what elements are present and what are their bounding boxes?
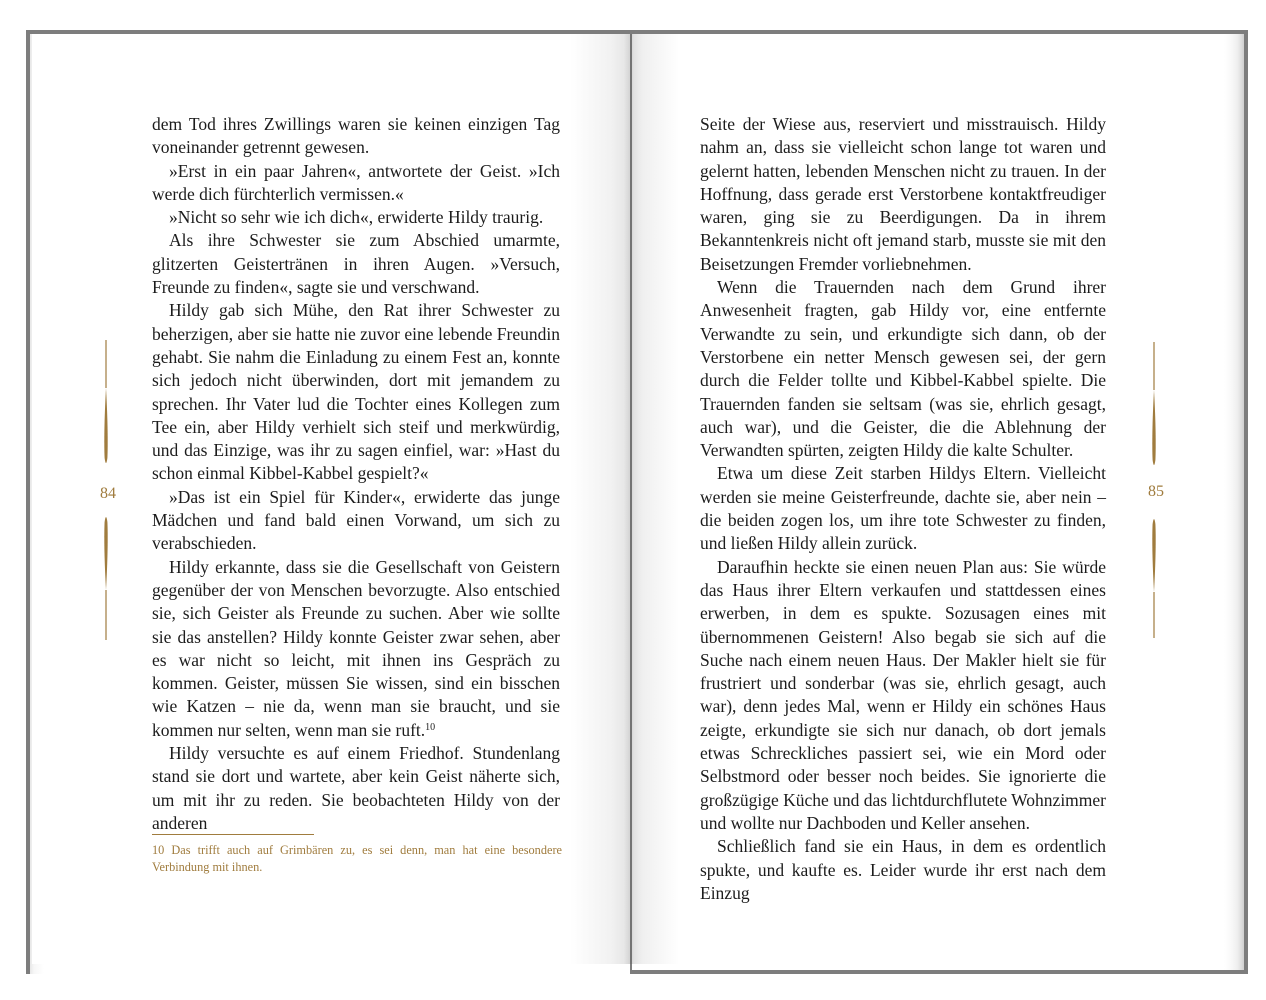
paragraph: »Erst in ein paar Jahren«, antwortete der Geist. »Ich werde dich fürchterlich vermissen.« (152, 160, 560, 204)
paragraph: Schließlich fand sie ein Haus, in dem es ordentlich spukte, und kaufte es. Leider wurde ihr erst nach dem Einzug (700, 836, 1106, 903)
ornament-drop (104, 517, 107, 590)
paragraph: Hildy gab sich Mühe, den Rat ihrer Schwester zu beherzigen, aber sie hatte nie zuvor eine lebende Freundin gehabt. Sie nahm die Einladung zu einem Fest an, konnte sich jedoch nicht überwinden, dort mit jemandem zu sprechen. Ihr Vater lud die Tochter eines Kollegen zum Tee ein, aber Hildy verhielt sich steif und merkwürdig, und das Einzige, was ihr zu sagen einfiel, war: »Hast du schon einmal Kibbel-Kabbel gespielt?« (152, 300, 560, 484)
paragraph: Seite der Wiese aus, reserviert und misstrauisch. Hildy nahm an, dass sie vielleicht schon lange tot waren und gelernt hatten, lebenden Menschen nicht zu trauen. In der Hoffnung, dass gerade erst Verstorbene kontaktfreudiger waren, ging sie zu Beerdigungen. Da in ihrem Bekanntenkreis nicht oft jemand starb, musste sie mit den Beisetzungen Fremder vorliebnehmen. (700, 114, 1106, 274)
footnote-reference[interactable]: 10 (425, 721, 436, 733)
book-gutter (624, 34, 640, 964)
paragraph: Hildy versuchte es auf einem Friedhof. Stundenlang stand sie dort und wartete, aber kein Geist näherte sich, um mit ihr zu reden. Sie beobachteten Hildy von der anderen (152, 743, 560, 833)
right-page-body (700, 113, 1106, 905)
page-number-left: 84 (100, 485, 116, 502)
paragraph: Als ihre Schwester sie zum Abschied umarmte, glitzerten Geistertränen in ihren Augen. »Versuch, Freunde zu finden«, sagte sie und verschwand. (152, 230, 560, 298)
paragraph: Etwa um diese Zeit starben Hildys Eltern. Vielleicht werden sie meine Geisterfreunde, dachte sie, aber nein – die beiden zogen los, um ihre tote Schwester zu finden, und ließen Hildy allein zurück. (700, 463, 1106, 554)
paragraph: Wenn die Trauernden nach dem Grund ihrer Anwesenheit fragten, gab Hildy vor, eine entfernte Verwandte zu sein, und erkundigte sich dann, ob der Verstorbene ein netter Mensch gewesen sei, der gern durch die Felder tollte und Kibbel-Kabbel spielte. Die Trauernden fanden sie seltsam (was sie, ehrlich gesagt, auch war), und die Geister, die die Ablehnung der Verwandten spürten, zeigten Hildy die kalte Schulter. (700, 277, 1106, 461)
ornament-drop (1152, 390, 1155, 465)
paragraph-text: Hildy erkannte, dass sie die Gesellschaft von Geistern gegenüber der von Menschen bevorzugte. Also entschied sie, sich Geister als Freunde zu suchen. Aber wie sollte sie das anstellen? Hildy konnte Geister zwar sehen, aber es war nicht so leicht, mit ihnen ins Gespräch zu kommen. Geister, müssen Sie wissen, sind ein bisschen wie Katzen – nie da, wenn man sie braucht, und sie kommen nur selten, wenn man sie ruft. (152, 556, 560, 740)
paragraph: »Das ist ein Spiel für Kinder«, erwiderte das junge Mädchen und fand bald einen Vorwand, um sich zu verabschieden. (152, 486, 560, 554)
page-number-right: 85 (1148, 483, 1164, 500)
paragraph: dem Tod ihres Zwillings waren sie keinen einzigen Tag voneinander getrennt gewesen. (152, 114, 560, 158)
footnote: 10 Das trifft auch auf Grimbären zu, es sei denn, man hat eine besondere Verbindung mit ihnen. (152, 843, 562, 874)
paragraph: »Nicht so sehr wie ich dich«, erwiderte Hildy traurig. (169, 207, 544, 228)
ornament-drop (1152, 519, 1155, 592)
left-page-body (152, 113, 560, 835)
paragraph-with-footnote (152, 556, 560, 742)
paragraph: Daraufhin heckte sie einen neuen Plan aus: Sie würde das Haus ihrer Eltern verkaufen und stattdessen eines erwerben, in dem es spukte. Sozusagen eines mit übernommenen Geistern! Also begab sie sich auf die Suche nach einem neuen Haus. Der Makler hielt sie für frustriert und sonderbar (was sie, ehrlich gesagt, auch war), denn jedes Mal, wenn er Hildy ein schönes Haus zeigte, erkundigte sie sich nur danach, ob dort jemals etwas Schreckliches passiert sei, wie ein Mord oder Selbstmord oder besser noch beides. Sie ignorierte die großzügige Küche und das lichtdurchflutete Wohnzimmer und wollte nur Dachboden und Keller ansehen. (700, 556, 1106, 833)
footnote-rule (152, 834, 314, 835)
ornament-drop (104, 388, 107, 463)
